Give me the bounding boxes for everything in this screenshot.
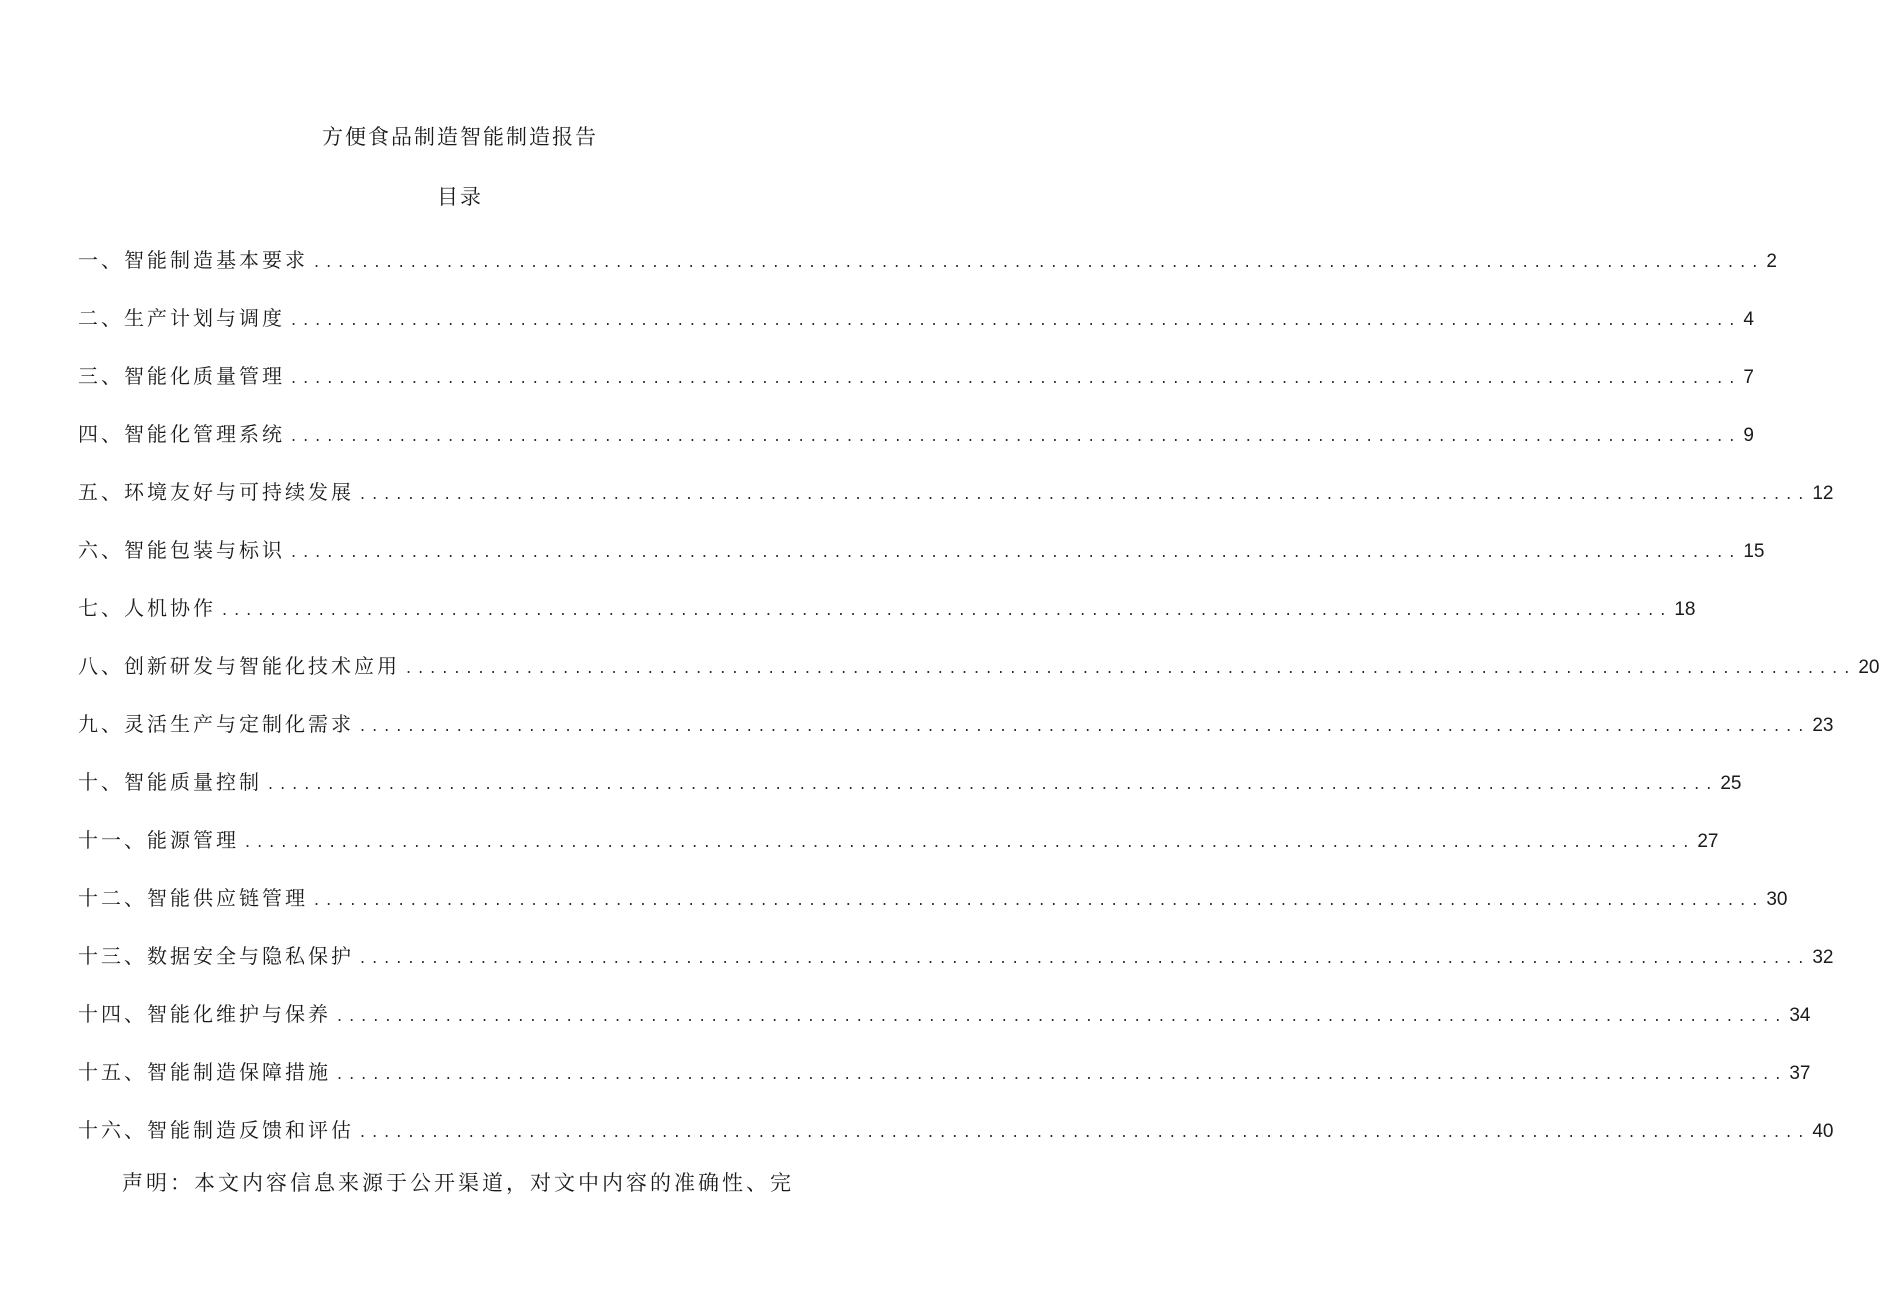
toc-entry-label: 七、人机协作 (78, 596, 216, 620)
toc-entry-label: 十、智能质量控制 (78, 770, 262, 794)
toc-entry-label: 二、生产计划与调度 (78, 306, 285, 330)
toc-dot-leader: ........................................................................................................................ (291, 542, 1742, 561)
toc-dot-leader: ........................................................................................................................ (314, 252, 1765, 271)
toc-entry[interactable] (78, 302, 1754, 360)
toc-dot-leader: ........................................................................................................................ (291, 426, 1742, 445)
toc-entry[interactable] (78, 244, 1777, 302)
toc-entry-label: 一、智能制造基本要求 (78, 248, 308, 272)
toc-entry-label: 六、智能包装与标识 (78, 538, 285, 562)
toc-entry-page: 37 (1789, 1063, 1811, 1084)
toc-entry-page: 4 (1743, 309, 1754, 330)
toc-dot-leader: ........................................................................................................................ (268, 774, 1719, 793)
toc-entry-page: 30 (1766, 889, 1788, 910)
toc-dot-leader: ........................................................................................................................ (360, 716, 1811, 735)
toc-entry[interactable] (78, 476, 1834, 534)
toc-entry-label: 十二、智能供应链管理 (78, 886, 308, 910)
toc-entry[interactable] (78, 882, 1788, 940)
toc-dot-leader: ........................................................................................................................ (337, 1064, 1788, 1083)
toc-entry-label: 四、智能化管理系统 (78, 422, 285, 446)
toc-entry-page: 18 (1674, 599, 1696, 620)
toc-entry-page: 2 (1766, 251, 1777, 272)
toc-entry-page: 15 (1743, 541, 1765, 562)
toc-entry-page: 12 (1812, 483, 1834, 504)
disclaimer-statement: 声明：本文内容信息来源于公开渠道，对文中内容的准确性、完 (122, 1171, 794, 1195)
toc-entry-page: 23 (1812, 715, 1834, 736)
toc-entry-label: 五、环境友好与可持续发展 (78, 480, 354, 504)
toc-dot-leader: ........................................................................................................................ (360, 948, 1811, 967)
toc-entry-page: 32 (1812, 947, 1834, 968)
toc-entry[interactable] (78, 824, 1719, 882)
toc-entry[interactable] (78, 1056, 1811, 1114)
toc-dot-leader: ........................................................................................................................ (245, 832, 1696, 851)
toc-heading: 目录 (437, 185, 483, 209)
toc-entry-page: 7 (1743, 367, 1754, 388)
toc-entry[interactable] (78, 418, 1754, 476)
toc-dot-leader: ........................................................................................................................ (314, 890, 1765, 909)
toc-entry-page: 20 (1858, 657, 1879, 678)
toc-entry-label: 八、创新研发与智能化技术应用 (78, 654, 400, 678)
toc-entry[interactable] (78, 534, 1765, 592)
toc-entry-label: 十五、智能制造保障措施 (78, 1060, 331, 1084)
toc-dot-leader: ........................................................................................................................ (291, 368, 1742, 387)
toc-dot-leader: ........................................................................................................................ (291, 310, 1742, 329)
toc-entry[interactable] (78, 708, 1834, 766)
toc-entry-page: 9 (1743, 425, 1754, 446)
toc-entry-page: 34 (1789, 1005, 1811, 1026)
toc-entry-page: 27 (1697, 831, 1719, 852)
table-of-contents (78, 244, 1879, 1172)
toc-dot-leader: ........................................................................................................................ (337, 1006, 1788, 1025)
toc-entry-label: 九、灵活生产与定制化需求 (78, 712, 354, 736)
toc-entry-label: 十三、数据安全与隐私保护 (78, 944, 354, 968)
toc-entry[interactable] (78, 360, 1754, 418)
document-title: 方便食品制造智能制造报告 (322, 125, 598, 149)
toc-entry-label: 十一、能源管理 (78, 828, 239, 852)
toc-entry-label: 十四、智能化维护与保养 (78, 1002, 331, 1026)
toc-dot-leader: ........................................................................................................................ (406, 658, 1857, 677)
toc-entry[interactable] (78, 650, 1879, 708)
toc-entry-page: 25 (1720, 773, 1742, 794)
toc-entry-label: 三、智能化质量管理 (78, 364, 285, 388)
toc-entry-page: 40 (1812, 1121, 1834, 1142)
toc-dot-leader: ........................................................................................................................ (360, 1122, 1811, 1141)
toc-entry[interactable] (78, 940, 1834, 998)
toc-entry[interactable] (78, 766, 1742, 824)
toc-dot-leader: ........................................................................................................................ (222, 600, 1673, 619)
toc-entry-label: 十六、智能制造反馈和评估 (78, 1118, 354, 1142)
toc-entry[interactable] (78, 998, 1811, 1056)
toc-entry[interactable] (78, 592, 1696, 650)
toc-dot-leader: ........................................................................................................................ (360, 484, 1811, 503)
toc-entry[interactable] (78, 1114, 1834, 1172)
